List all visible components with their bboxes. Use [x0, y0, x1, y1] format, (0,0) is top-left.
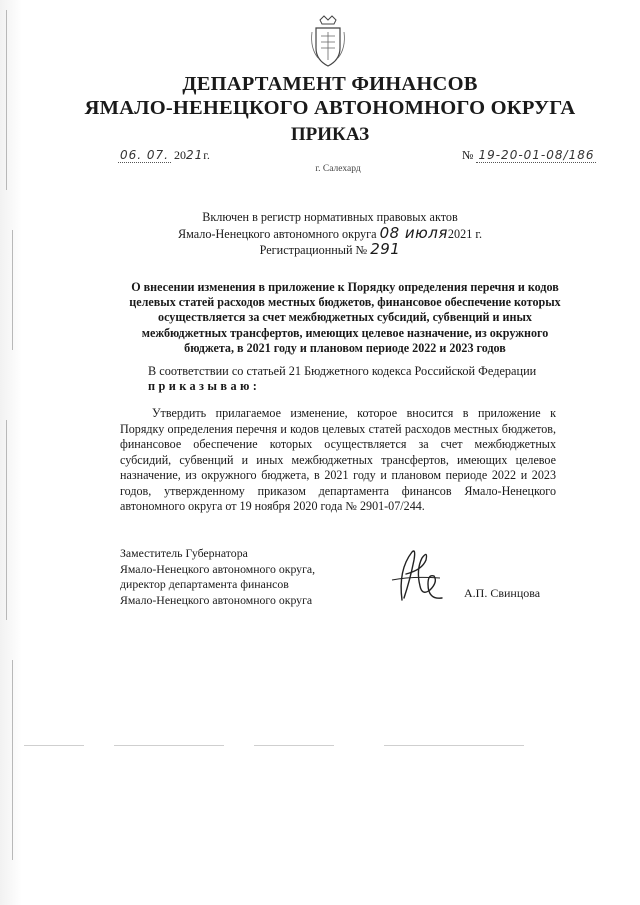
order-number-handwritten: 19-20-01-08/186 — [478, 148, 595, 162]
registry-year: 2021 г. — [447, 226, 482, 241]
signatory-position-line1: Заместитель Губернатора — [120, 546, 248, 560]
department-name-line1: ДЕПАРТАМЕНТ ФИНАНСОВ — [182, 73, 478, 95]
order-body-paragraph: Утвердить прилагаемое изменение, которое вносится в приложение к Порядку определения перечня и кодов целевых статей расходов местных бюджетов, финансовое обеспечение которых осуществляется за счет межбюджетных субсидий, субвенций и иных межбюджетных трансфертов, имеющих целевое назначение, из окружного бюджета, в 2021 году и плановом периоде 2022 и 2023 годов, утвержденному приказом департамента финансов Ямало-Ненецкого автономного округа от 19 ноября 2020 года № 2901-07/244. — [120, 406, 556, 513]
signatory-position-line2: Ямало-Ненецкого автономного округа, — [120, 561, 316, 576]
order-number — [462, 148, 596, 163]
signatory-position — [120, 546, 315, 608]
order-year-handwritten: 21 — [185, 148, 204, 162]
registry-number-label: Регистрационный № — [259, 243, 368, 257]
order-city: г. Салехард — [315, 164, 361, 174]
order-title: ПРИКАЗ — [290, 124, 370, 145]
order-date-handwritten: 06. 07. — [120, 148, 169, 162]
coat-of-arms-icon — [308, 14, 348, 70]
registry-line2 — [160, 223, 500, 243]
signatory-name: А.П. Свинцова — [464, 586, 541, 600]
decree-word: приказываю: — [148, 379, 261, 393]
department-name-line2: ЯМАЛО-НЕНЕЦКОГО АВТОНОМНОГО ОКРУГА — [84, 97, 576, 119]
scan-bottom-artifact — [24, 740, 584, 752]
registry-date-handwritten: 08 июля — [379, 223, 448, 242]
order-subject-heading: О внесении изменения в приложение к Порядку определения перечня и кодов целевых статей расходов местных бюджетов, финансовое обеспечение которых осуществляется за счет межбюджетных субсидий, субвенций и иных межбюджетных трансфертов, имеющих целевое назначение, из окружного бюджета, в 2021 году и плановом периоде 2022 и 2023 годов — [129, 280, 561, 355]
handwritten-signature-icon — [382, 540, 456, 612]
registry-line1: Включен в регистр нормативных правовых актов — [202, 210, 458, 224]
signatory-position-line4: Ямало-Ненецкого автономного округа — [120, 592, 313, 607]
signatory-position-line3: директор департамента финансов — [120, 577, 289, 591]
order-date — [118, 148, 210, 163]
registry-line3 — [160, 242, 500, 259]
order-number-prefix: № — [462, 148, 474, 162]
order-year-prefix: 20 — [173, 148, 186, 162]
preamble-text: В соответствии со статьей 21 Бюджетного кодекса Российской Федерации — [148, 364, 537, 378]
preamble — [148, 364, 536, 394]
registry-region: Ямало-Ненецкого автономного округа — [177, 226, 377, 241]
registry-stamp — [160, 210, 500, 259]
order-year-suffix: г. — [203, 148, 210, 162]
registry-number-handwritten: 291 — [370, 240, 401, 258]
